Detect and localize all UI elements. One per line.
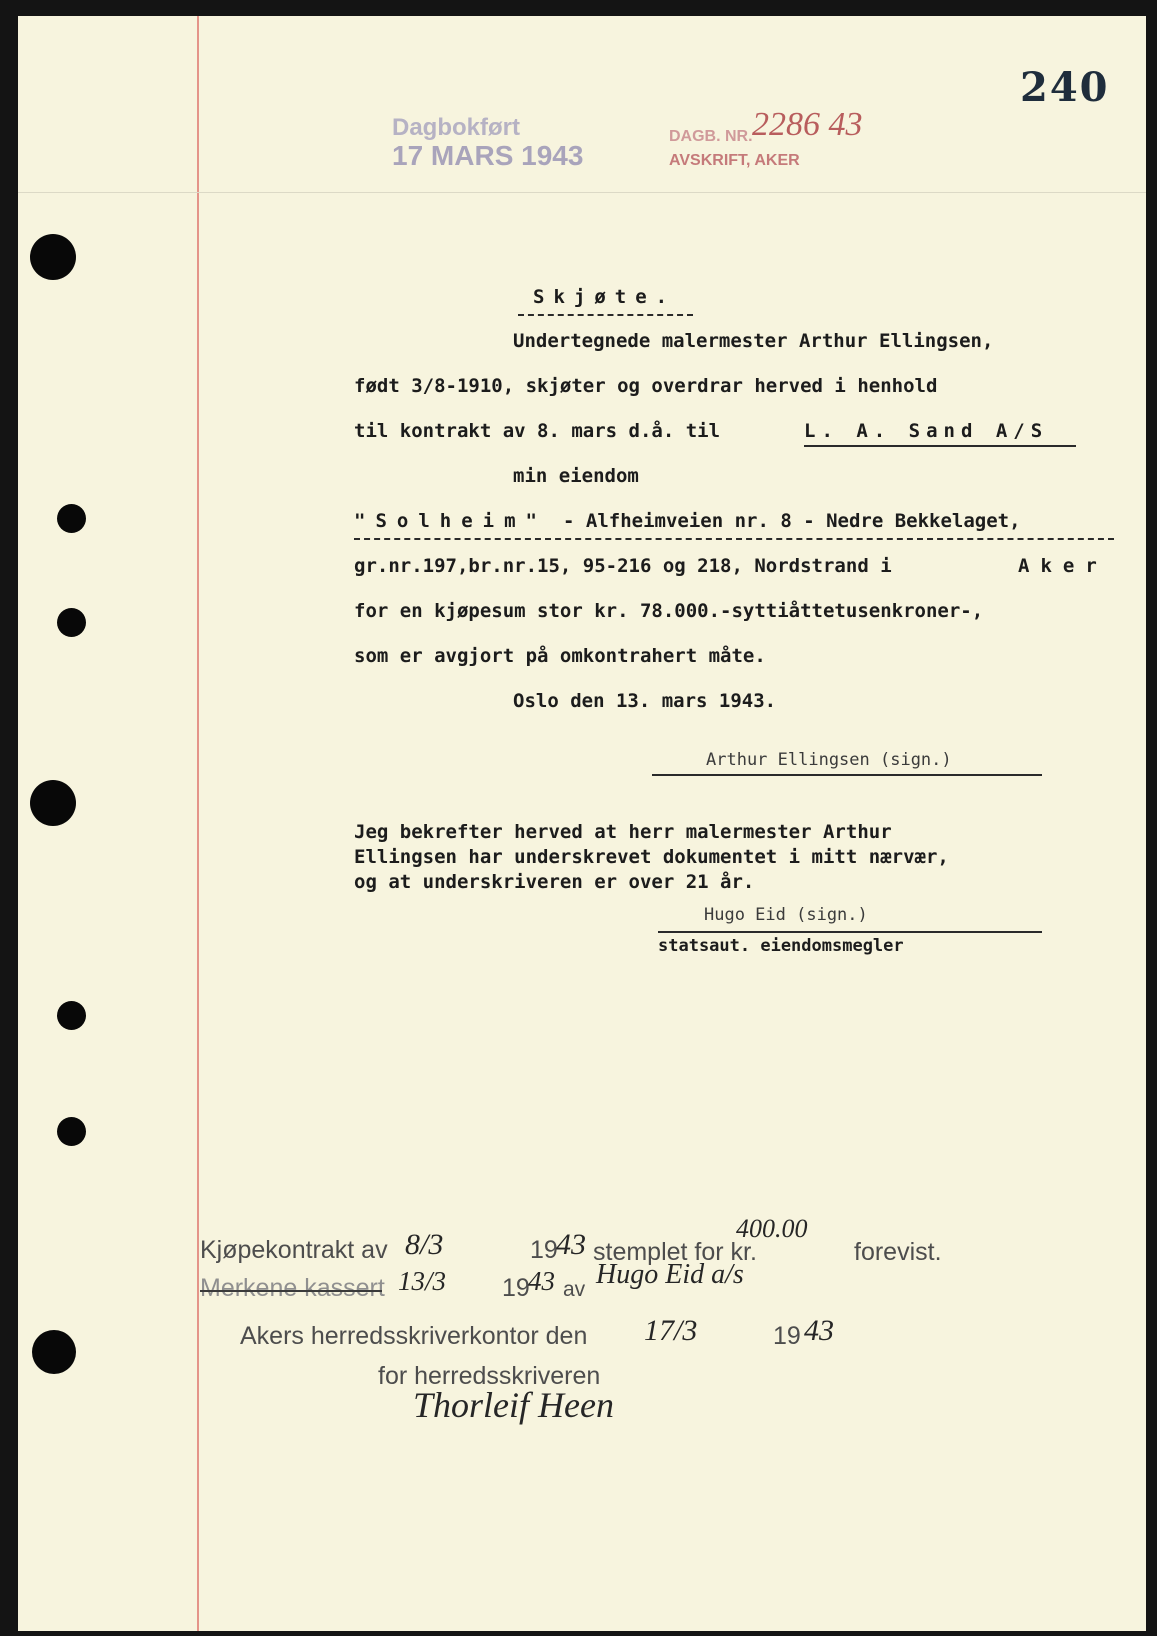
handwritten-date: 8/3 bbox=[405, 1228, 444, 1261]
registration-text: Akers herredsskriverkontor den bbox=[240, 1322, 588, 1350]
punch-hole bbox=[57, 608, 86, 637]
deed-line: - Alfheimveien nr. 8 - Nedre Bekkelaget, bbox=[563, 510, 1021, 532]
deed-line: for en kjøpesum stor kr. 78.000.-syttiåttetusenkroner-, bbox=[354, 600, 984, 622]
document-page bbox=[18, 16, 1146, 1631]
dagbok-stamp-date: 17 MARS 1943 bbox=[392, 140, 584, 171]
registrar-signature: Thorleif Heen bbox=[413, 1385, 614, 1425]
registration-text: for herredsskriveren bbox=[378, 1362, 601, 1390]
registration-strikethrough bbox=[200, 1290, 382, 1292]
registration-text: av bbox=[563, 1278, 586, 1301]
deed-title-underline bbox=[518, 314, 693, 316]
punch-hole bbox=[57, 1117, 86, 1146]
punch-hole bbox=[57, 504, 86, 533]
dagbok-stamp-title: Dagbokført bbox=[392, 114, 520, 141]
registration-text: 19 bbox=[502, 1274, 530, 1302]
witness-signature-line bbox=[658, 931, 1042, 933]
deed-line: Undertegnede malermester Arthur Ellingsen, bbox=[513, 330, 994, 352]
confirmation-line: Ellingsen har underskrevet dokumentet i mitt nærvær, bbox=[354, 846, 949, 868]
registration-text: Kjøpekontrakt av bbox=[200, 1236, 388, 1264]
punch-hole bbox=[30, 234, 76, 280]
punch-hole bbox=[32, 1330, 76, 1374]
avskrift-stamp: AVSKRIFT, AKER bbox=[669, 152, 800, 169]
handwritten-date: 13/3 bbox=[398, 1266, 447, 1296]
deed-title: Skjøte. bbox=[533, 286, 677, 308]
handwritten-year: 43 bbox=[804, 1314, 834, 1347]
registration-text: 19 bbox=[530, 1236, 558, 1264]
registration-text: forevist. bbox=[854, 1238, 942, 1266]
deed-line: gr.nr.197,br.nr.15, 95-216 og 218, Nordstrand i bbox=[354, 555, 892, 577]
property-underline bbox=[354, 538, 1114, 540]
registration-text: 19 bbox=[773, 1322, 801, 1350]
buyer-name: L. A. Sand A/S bbox=[804, 420, 1049, 442]
registration-text: stemplet for kr. bbox=[593, 1238, 757, 1266]
seller-signature: Arthur Ellingsen (sign.) bbox=[706, 750, 952, 770]
registration-text: Merkene kassert bbox=[200, 1274, 385, 1302]
punch-hole bbox=[30, 780, 76, 826]
property-name: "Solheim" bbox=[354, 510, 547, 532]
handwritten-amount: 400.00 bbox=[736, 1214, 808, 1243]
handwritten-date: 17/3 bbox=[644, 1314, 698, 1347]
dagb-nr-label: DAGB. NR. bbox=[669, 128, 753, 145]
dagb-nr-handwritten: 2286 43 bbox=[752, 106, 863, 143]
header-rule bbox=[18, 192, 1146, 193]
handwritten-year: 43 bbox=[528, 1266, 555, 1296]
deed-line: som er avgjort på omkontrahert måte. bbox=[354, 645, 766, 667]
witness-signature: Hugo Eid (sign.) bbox=[704, 905, 868, 925]
handwritten-year: 43 bbox=[556, 1228, 586, 1261]
place-date: Oslo den 13. mars 1943. bbox=[513, 690, 777, 712]
confirmation-line: Jeg bekrefter herved at herr malermester Arthur bbox=[354, 821, 892, 843]
margin-line bbox=[197, 16, 199, 1631]
deed-line: min eiendom bbox=[513, 465, 639, 487]
place-name: Aker bbox=[1018, 555, 1108, 577]
deed-line: født 3/8-1910, skjøter og overdrar herved i henhold bbox=[354, 375, 938, 397]
deed-line: til kontrakt av 8. mars d.å. til bbox=[354, 420, 721, 442]
punch-hole bbox=[57, 1001, 86, 1030]
confirmation-line: og at underskriveren er over 21 år. bbox=[354, 871, 755, 893]
page-number: 240 bbox=[1020, 64, 1110, 111]
seller-signature-line bbox=[652, 774, 1042, 776]
witness-title: statsaut. eiendomsmegler bbox=[658, 936, 904, 956]
buyer-underline bbox=[804, 445, 1076, 447]
handwritten-initials: Hugo Eid a/s bbox=[596, 1259, 744, 1290]
